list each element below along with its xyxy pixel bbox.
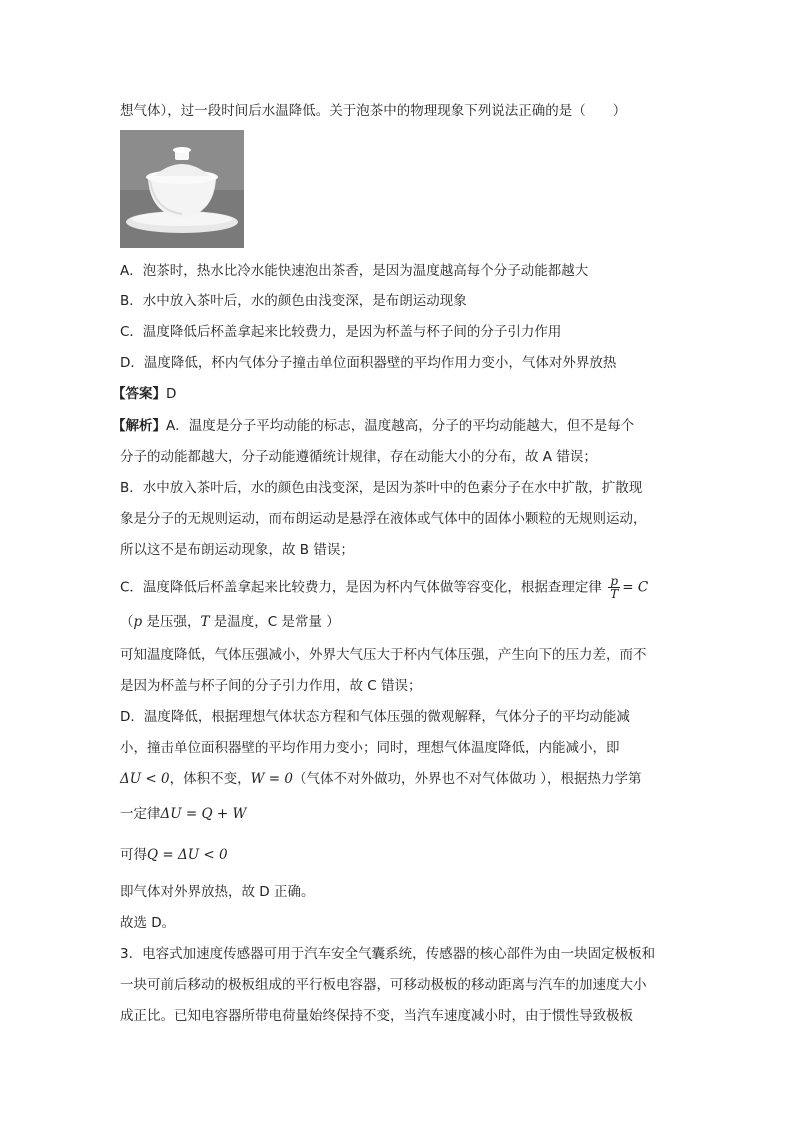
question-3-line3: 成正比。已知电容器所带电荷量始终保持不变，当汽车速度减小时，由于惯性导致极板 [120,1008,633,1024]
analysis-d-line1: D．温度降低，根据理想气体状态方程和气体压强的微观解释，气体分子的平均动能减 [120,709,630,725]
d3-text2: （气体不对外做功，外界也不对气体做功 ），根据热力学第 [292,771,642,787]
analysis-a-line1 [112,416,634,436]
analysis-d-line6: 即气体对外界放热，故 D 正确。 [120,884,315,900]
option-a: A．泡茶时，热水比冷水能快速泡出茶香，是因为温度越高每个分子动能都越大 [120,263,589,279]
charles-law-constant: = C [622,579,649,596]
final-choice: 故选 D。 [120,915,176,931]
option-d: D．温度降低，杯内气体分子撞击单位面积器壁的平均作用力变小，气体对外界放热 [120,355,617,371]
answer-value: D [166,386,177,402]
math-first-law: ΔU = Q + W [160,806,247,822]
answer-label: 【答案】 [112,386,166,402]
d3-text1: ，体积不变， [169,771,251,787]
math-w-eq-0: W = 0 [250,771,293,787]
analysis-d-line2: 小，撞击单位面积器壁的平均作用力变小；同时，理想气体温度降低，内能减小，即 [120,740,620,756]
analysis-a-line2: 分子的动能都越大，分子动能遵循统计规律，存在动能大小的分布，故 A 错误； [120,449,597,465]
analysis-b-line3: 所以这不是布朗运动现象，故 B 错误； [120,542,354,558]
analysis-b-line2: 象是分子的无规则运动，而布朗运动是悬浮在液体或气体中的固体小颗粒的无规则运动， [120,511,647,527]
option-b: B．水中放入茶叶后，水的颜色由浅变深，是布朗运动现象 [120,293,467,309]
question-stem-tail: 想气体），过一段时间后水温降低。关于泡茶中的物理现象下列说法正确的是（ ） [120,103,627,119]
analysis-d-line4 [120,804,246,824]
d5-text: 可得 [120,847,147,863]
fraction-denominator: T [610,587,619,601]
option-c: C．温度降低后杯盖拿起来比较费力，是因为杯盖与杯子间的分子引力作用 [120,324,562,340]
answer-line [112,384,176,404]
paren-open: （ [120,614,134,630]
analysis-c-line1 [120,575,648,600]
c2-text-b: 是温度，C 是常量 ） [209,614,340,630]
charles-law-fraction [608,575,620,600]
c2-text-a: 是压强， [142,614,201,630]
question-3-line1: 3．电容式加速度传感器可用于汽车安全气囊系统，传感器的核心部件为由一块固定极板和 [120,946,656,962]
analysis-label: 【解析】 [112,418,166,434]
math-q-result: Q = ΔU < 0 [147,847,228,863]
var-p: p [133,614,143,630]
analysis-c-line4: 是因为杯盖与杯子间的分子引力作用，故 C 错误； [120,678,422,694]
analysis-c-line3: 可知温度降低，气体压强减小，外界大气压大于杯内气体压强，产生向下的压力差，而不 [120,647,647,663]
analysis-d-line5 [120,845,228,865]
teacup-illustration [120,130,244,248]
fraction-numerator: p [610,574,619,588]
gaiwan-teacup-photo [120,130,244,248]
analysis-a-text1: A．温度是分子平均动能的标志，温度越高，分子的平均动能越大，但不是每个 [166,418,635,434]
analysis-b-line1: B．水中放入茶叶后，水的颜色由浅变深，是因为茶叶中的色素分子在水中扩散，扩散现 [120,480,643,496]
d4-text: 一定律 [120,806,161,822]
question-3-line2: 一块可前后移动的极板组成的平行板电容器，可移动极板的移动距离与汽车的加速度大小 [120,977,647,993]
var-t: T [200,614,210,630]
analysis-c-text1: C．温度降低后杯盖拿起来比较费力，是因为杯内气体做等容变化，根据查理定律 [120,579,602,596]
analysis-c-line2 [120,612,340,632]
math-delta-u-lt-0: ΔU < 0 [120,771,170,787]
analysis-d-line3 [120,769,642,789]
